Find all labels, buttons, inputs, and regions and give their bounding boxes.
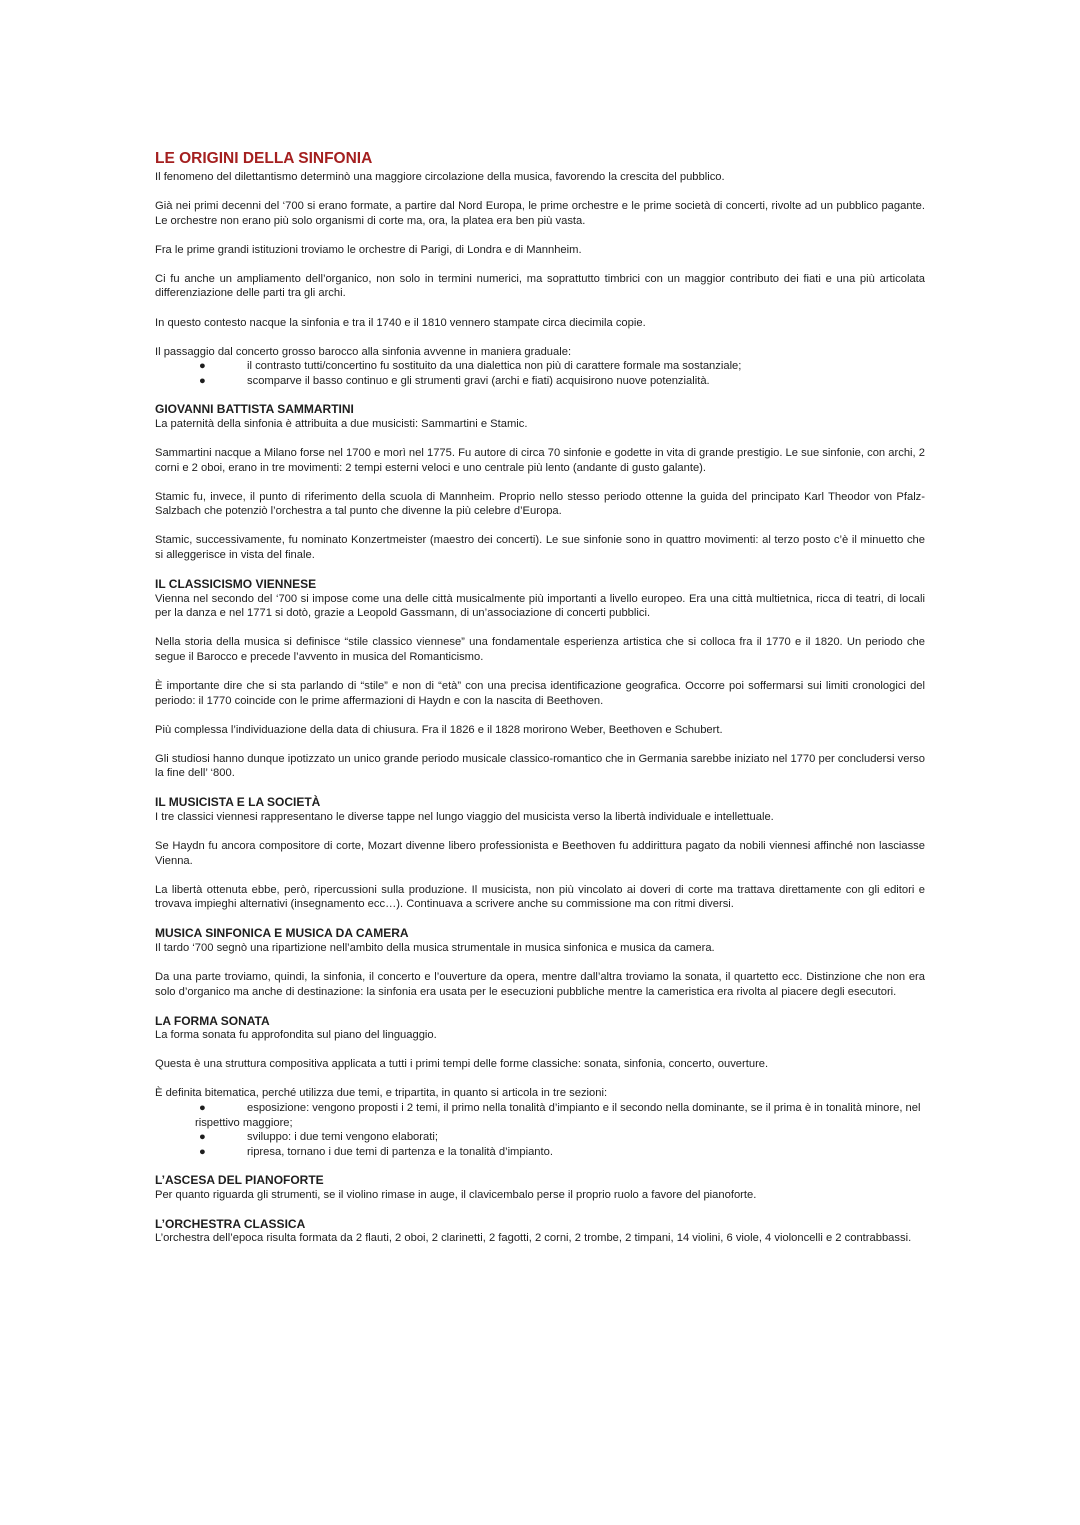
paragraph: Nella storia della musica si definisce “stile classico viennese” una fondamentale esperienza artistica che si colloca fra il 1770 e il 1820. Un periodo che segue il Barocco e precede l’avvento in musica del Romanticismo. <box>155 636 925 663</box>
section-heading: L’ORCHESTRA CLASSICA <box>155 1216 306 1231</box>
list-item <box>155 1145 925 1160</box>
list-item-text: sviluppo: i due temi vengono elaborati; <box>247 1131 438 1144</box>
paragraph: È definita bitematica, perché utilizza due temi, e tripartita, in quanto si articola in tre sezioni: <box>155 1087 608 1100</box>
list-item <box>155 1101 925 1130</box>
paragraph: La paternità della sinfonia è attribuita a due musicisti: Sammartini e Stamic. <box>155 417 528 430</box>
paragraph: La libertà ottenuta ebbe, però, ripercussioni sulla produzione. Il musicista, non più vincolato ai doveri di corte ma trattava direttamente con gli editori e trovava impieghi alternativi (insegnamento ecc…). Continuava a scrivere anche su commissione ma con ritmi diversi. <box>155 883 925 911</box>
paragraph: Il passaggio dal concerto grosso barocco alla sinfonia avvenne in maniera graduale: <box>155 345 572 358</box>
paragraph: I tre classici viennesi rappresentano le diverse tappe nel lungo viaggio del musicista verso la libertà individuale e intellettuale. <box>155 810 774 823</box>
paragraph: Più complessa l’individuazione della data di chiusura. Fra il 1826 e il 1828 morirono Weber, Beethoven e Schubert. <box>155 723 723 736</box>
document-page <box>155 150 925 1261</box>
paragraph: L’orchestra dell’epoca risulta formata da 2 flauti, 2 oboi, 2 clarinetti, 2 fagotti, 2 corni, 2 trombe, 2 timpani, 14 violini, 6 viole, 4 violoncelli e 2 contrabbassi. <box>155 1232 912 1245</box>
page-title: LE ORIGINI DELLA SINFONIA <box>155 150 373 167</box>
paragraph: È importante dire che si sta parlando di “stile” e non di “età” con una precisa identificazione geografica. Occorre poi soffermarsi sui limiti cronologici del periodo: il 1770 coincide con le prime affermazioni di Haydn e con la nascita di Beethoven. <box>155 679 925 707</box>
list-item-text: scomparve il basso continuo e gli strumenti gravi (archi e fiati) acquisirono nuove potenzialità. <box>247 374 710 387</box>
section-heading: LA FORMA SONATA <box>155 1013 270 1028</box>
list-item-text: esposizione: vengono proposti i 2 temi, il primo nella tonalità d’impianto e il secondo nella dominante, se il prima è in tonalità minore, nel rispettivo maggiore; <box>195 1101 921 1129</box>
list-item <box>155 374 925 389</box>
paragraph: Stamic fu, invece, il punto di riferimento della scuola di Mannheim. Proprio nello stesso periodo ottenne la guida del principato Karl Theodor von Pfalz-Salzbach che potenziò l’orchestra a tal punto che divenne la più celebre d’Europa. <box>155 490 925 518</box>
bullet-icon: ● <box>199 360 206 373</box>
list-item <box>155 359 925 374</box>
section-heading: IL MUSICISTA E LA SOCIETÀ <box>155 795 321 810</box>
paragraph: Già nei primi decenni del ‘700 si erano formate, a partire dal Nord Europa, le prime orchestre e le prime società di concerti, rivolte ad un pubblico pagante. Le orchestre non erano più solo organismi di corte ma, ora, la platea era ben più vasta. <box>155 200 925 227</box>
paragraph: In questo contesto nacque la sinfonia e tra il 1740 e il 1810 vennero stampate circa diecimila copie. <box>155 316 646 329</box>
paragraph: Da una parte troviamo, quindi, la sinfonia, il concerto e l’ouverture da opera, mentre dall’altra troviamo la sonata, il quartetto ecc. Distinzione che non era solo d’organico ma anche di destinazione: la sinfonia era usata per le esecuzioni pubbliche mentre la cameristica era rivolta al piacere degli esecutori. <box>155 971 925 998</box>
bullet-list <box>155 1101 925 1159</box>
section-heading: MUSICA SINFONICA E MUSICA DA CAMERA <box>155 926 409 941</box>
section-heading: IL CLASSICISMO VIENNESE <box>155 577 317 592</box>
section-heading: L’ASCESA DEL PIANOFORTE <box>155 1173 324 1188</box>
bullet-icon: ● <box>199 1131 206 1144</box>
paragraph: Il tardo ‘700 segnò una ripartizione nell’ambito della musica strumentale in musica sinfonica e musica da camera. <box>155 941 715 954</box>
paragraph: La forma sonata fu approfondita sul piano del linguaggio. <box>155 1029 437 1042</box>
paragraph: Ci fu anche un ampliamento dell’organico, non solo in termini numerici, ma soprattutto timbrici con un maggior contributo dei fiati e una più articolata differenziazione delle parti tra gli archi. <box>155 272 925 300</box>
list-item-text: ripresa, tornano i due temi di partenza e la tonalità d’impianto. <box>247 1145 553 1158</box>
bullet-icon: ● <box>199 1145 206 1158</box>
paragraph: Se Haydn fu ancora compositore di corte, Mozart divenne libero professionista e Beethoven fu addirittura pagato da nobili viennesi affinché non lasciasse Vienna. <box>155 840 925 867</box>
paragraph: Sammartini nacque a Milano forse nel 1700 e morì nel 1775. Fu autore di circa 70 sinfonie e godette in vita di grande prestigio. Le sue sinfonie, con archi, 2 corni e 2 oboi, erano in tre movimenti: 2 tempi esterni veloci e uno centrale più lento (andante di gusto galante). <box>155 447 925 474</box>
paragraph: Fra le prime grandi istituzioni troviamo le orchestre di Parigi, di Londra e di Mannheim. <box>155 243 582 256</box>
paragraph: Vienna nel secondo del ‘700 si impose come una delle città musicalmente più importanti a livello europeo. Era una città multietnica, ricca di teatri, di locali per la danza e nel 1771 si dotò, grazie a Leopold Gassmann, di un’associazione di concerti pubblici. <box>155 592 925 620</box>
paragraph: Questa è una struttura compositiva applicata a tutti i primi tempi delle forme classiche: sonata, sinfonia, concerto, ouverture. <box>155 1058 769 1071</box>
paragraph: Il fenomeno del dilettantismo determinò una maggiore circolazione della musica, favorendo la crescita del pubblico. <box>155 171 725 183</box>
paragraph: Per quanto riguarda gli strumenti, se il violino rimase in auge, il clavicembalo perse il proprio ruolo a favore del pianoforte. <box>155 1188 757 1201</box>
list-item-text: il contrasto tutti/concertino fu sostituito da una dialettica non più di carattere formale ma sostanziale; <box>247 360 742 373</box>
paragraph: Stamic, successivamente, fu nominato Konzertmeister (maestro dei concerti). Le sue sinfonie sono in quattro movimenti: al terzo posto c’è il minuetto che si alleggerisce in vista del finale. <box>155 534 925 561</box>
section-heading: GIOVANNI BATTISTA SAMMARTINI <box>155 402 354 417</box>
bullet-icon: ● <box>199 374 206 387</box>
bullet-list <box>155 359 925 388</box>
list-item <box>155 1130 925 1145</box>
paragraph: Gli studiosi hanno dunque ipotizzato un unico grande periodo musicale classico-romantico che in Germania sarebbe iniziato nel 1770 per concludersi verso la fine dell’ ‘800. <box>155 752 925 780</box>
bullet-icon: ● <box>199 1101 206 1114</box>
